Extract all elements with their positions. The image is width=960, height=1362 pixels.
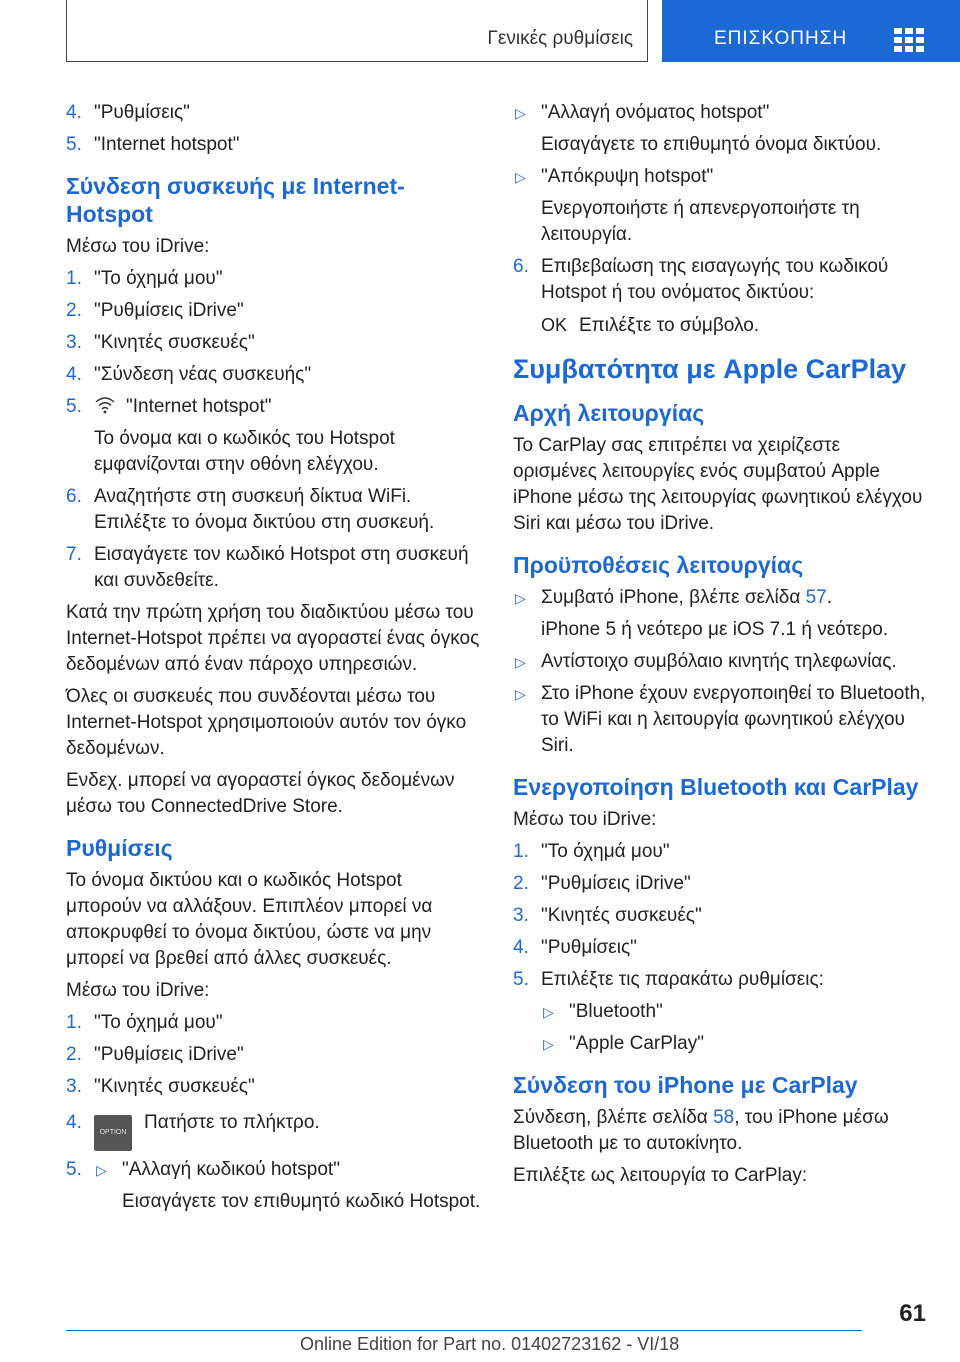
page-link-57[interactable]: 57 <box>805 587 827 608</box>
list-item: 5. ▷ "Αλλαγή κωδικού hotspot" Εισαγάγετε τον επιθυμητό κωδικό Hotspot. <box>66 1157 481 1215</box>
list-item: 4. "Ρυθμίσεις" <box>66 102 190 123</box>
via-text: Μέσω του iDrive: <box>66 980 210 1001</box>
paragraph: Κατά την πρώτη χρήση του διαδικτύου μέσω του Internet-Hotspot πρέπει να αγοραστεί ένας όγκος δεδομένων από έναν πάροχο υπηρεσιών. <box>66 602 480 675</box>
section-heading-carplay: Συμβατότητα με Apple CarPlay <box>513 354 907 384</box>
list-item: 4. OPTION Πατήστε το πλήκτρο. <box>66 1110 481 1151</box>
list-item: 3. "Κινητές συσκευές" <box>66 1076 255 1097</box>
left-column <box>66 100 481 1221</box>
list-item: 7. Εισαγάγετε τον κωδικό Hotspot στη συσκευή και συνδεθείτε. <box>66 544 469 591</box>
paragraph: Το CarPlay σας επιτρέπει να χειρίζεστε ορισμένες λειτουργίες ενός συμβατού Apple iPhone μέσω της λειτουργίας φωνητικού ελέγχου Siri και μέσω του iDrive. <box>513 435 923 534</box>
list-item: 3. "Κινητές συσκευές" <box>66 332 255 353</box>
footer-divider <box>66 1330 862 1331</box>
section-heading-requirements: Προϋποθέσεις λειτουργίας <box>513 552 804 578</box>
bullet-item: ▷ "Απόκρυψη hotspot" <box>515 166 714 187</box>
section-heading-connect-iphone: Σύνδεση του iPhone με CarPlay <box>513 1072 858 1098</box>
bullet-item: ▷ Στο iPhone έχουν ενεργοποιηθεί το Bluetooth, το WiFi και η λειτουργία φωνητικού ελέγχου Siri. <box>515 683 926 756</box>
bullet-item: ▷ "Αλλαγή ονόματος hotspot" <box>515 102 770 123</box>
list-item: 6. Επιβεβαίωση της εισαγωγής του κωδικού Hotspot ή του ονόματος δικτύου: <box>513 256 889 303</box>
list-item: 1. "Το όχημά μου" <box>66 268 223 289</box>
item-note: iPhone 5 ή νεότερο με iOS 7.1 ή νεότερο. <box>541 619 889 640</box>
overview-tab-label: ΕΠΙΣΚΟΠΗΣΗ <box>714 28 848 49</box>
bullet-item: ▷ "Bluetooth" <box>543 1001 663 1022</box>
paragraph: Σύνδεση, βλέπε σελίδα 58, του iPhone μέσω Bluetooth με το αυτοκίνητο. <box>513 1107 889 1154</box>
list-item: 1. "Το όχημά μου" <box>513 841 670 862</box>
via-text: Μέσω του iDrive: <box>513 809 657 830</box>
list-item: 4. "Ρυθμίσεις" <box>513 937 637 958</box>
paragraph: Επιλέξτε ως λειτουργία το CarPlay: <box>513 1165 808 1186</box>
right-column <box>513 100 928 1195</box>
paragraph: Όλες οι συσκευές που συνδέονται μέσω του Internet-Hotspot χρησιμοποιούν αυτόν τον όγκο δεδομένων. <box>66 686 467 759</box>
list-item: 1. "Το όχημά μου" <box>66 1012 223 1033</box>
bullet-item: ▷ Αντίστοιχο συμβόλαιο κινητής τηλεφωνίας. <box>515 651 897 672</box>
bullet-item: ▷ "Αλλαγή κωδικού hotspot" <box>96 1159 340 1180</box>
header-section-title: Γενικές ρυθμίσεις <box>487 28 633 49</box>
list-item: 6. Αναζητήστε στη συσκευή δίκτυα WiFi. Επιλέξτε το όνομα δικτύου στη συσκευή. <box>66 486 435 533</box>
item-note: Εισαγάγετε το επιθυμητό όνομα δικτύου. <box>541 134 882 155</box>
option-button-icon: OPTION <box>94 1115 132 1151</box>
page-link-58[interactable]: 58 <box>713 1107 735 1128</box>
overview-tab[interactable] <box>662 0 960 62</box>
via-text: Μέσω του iDrive: <box>66 236 210 257</box>
ok-icon: OK <box>541 315 568 335</box>
list-item: 5. "Internet hotspot" <box>66 134 240 155</box>
section-heading-connect: Σύνδεση συσκευής με Internet-Hotspot <box>66 173 405 227</box>
section-heading-settings: Ρυθμίσεις <box>66 835 173 861</box>
list-item: 2. "Ρυθμίσεις iDrive" <box>513 873 691 894</box>
list-item: 5. Επιλέξτε τις παρακάτω ρυθμίσεις: <box>513 969 824 990</box>
section-heading-principle: Αρχή λειτουργίας <box>513 400 705 426</box>
list-item: 2. "Ρυθμίσεις iDrive" <box>66 1044 244 1065</box>
bullet-item: ▷ Συμβατό iPhone, βλέπε σελίδα 57. <box>515 587 833 608</box>
header-section-box <box>66 0 648 62</box>
ok-note: OK Επιλέξτε το σύμβολο. <box>513 312 928 339</box>
page-number: 61 <box>899 1300 926 1327</box>
item-note: Ενεργοποιήστε ή απενεργοποιήστε τη λειτουργία. <box>541 198 860 245</box>
paragraph: Ενδεχ. μπορεί να αγοραστεί όγκος δεδομένων μέσω του ConnectedDrive Store. <box>66 770 455 817</box>
list-item: 4. "Σύνδεση νέας συσκευής" <box>66 364 312 385</box>
section-heading-enable: Ενεργοποίηση Bluetooth και CarPlay <box>513 774 919 800</box>
footer-text: Online Edition for Part no. 01402723162 - VI/18 <box>300 1334 680 1354</box>
item-note: Εισαγάγετε τον επιθυμητό κωδικό Hotspot. <box>122 1191 481 1212</box>
grid-icon <box>894 28 924 50</box>
paragraph: Το όνομα δικτύου και ο κωδικός Hotspot μπορούν να αλλάξουν. Επιπλέον μπορεί να αποκρυφθεί το όνομα δικτύου, ώστε να μην μπορεί να βρεθεί από άλλες συσκευές. <box>66 870 433 969</box>
wifi-icon <box>94 395 116 415</box>
list-item: 2. "Ρυθμίσεις iDrive" <box>66 300 244 321</box>
list-item: 3. "Κινητές συσκευές" <box>513 905 702 926</box>
bullet-item: ▷ "Apple CarPlay" <box>543 1033 704 1054</box>
list-item: 5. "Internet hotspot" <box>66 396 272 417</box>
item-note: Το όνομα και ο κωδικός του Hotspot εμφανίζονται στην οθόνη ελέγχου. <box>94 428 395 475</box>
